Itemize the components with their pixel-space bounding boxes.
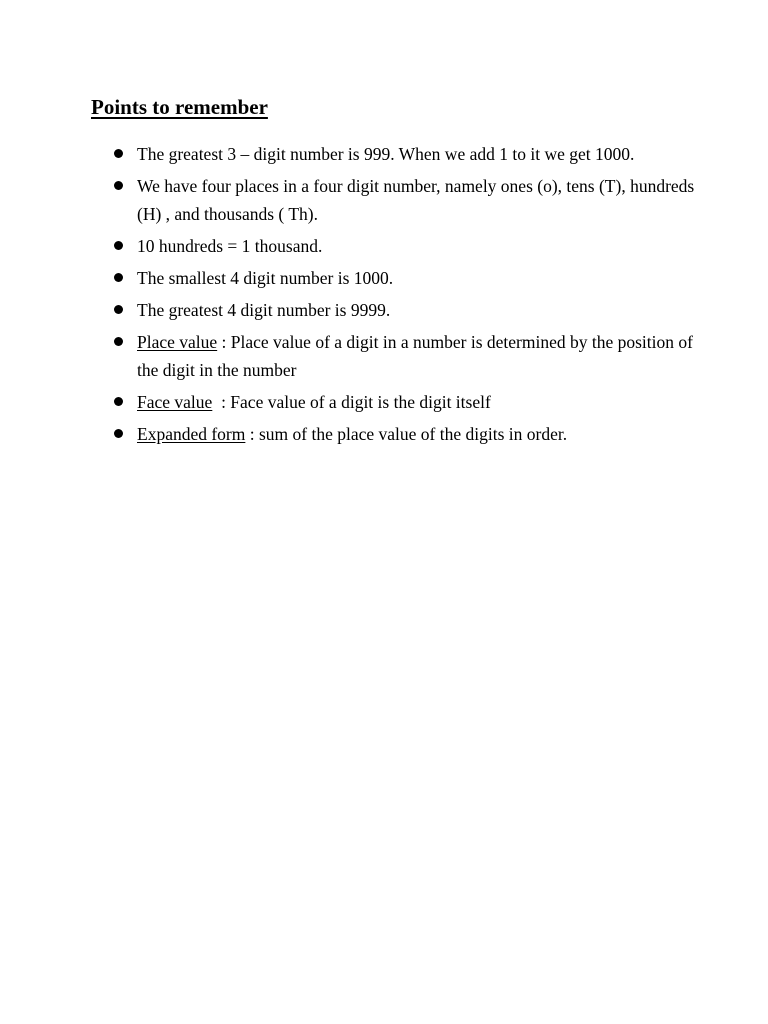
bullet-icon bbox=[114, 337, 123, 346]
point-item bbox=[108, 264, 718, 292]
point-item bbox=[108, 296, 718, 324]
point-text: 10 hundreds = 1 thousand. bbox=[137, 236, 323, 256]
bullet-icon bbox=[114, 149, 123, 158]
point-text: The smallest 4 digit number is 1000. bbox=[137, 268, 394, 288]
bullet-icon bbox=[114, 397, 123, 406]
term-face-value: Face value bbox=[137, 392, 213, 412]
page-heading: Points to remember bbox=[91, 95, 268, 119]
point-text: : Place value of a digit in a number is determined by the position of the digit in the number bbox=[137, 332, 693, 380]
bullet-icon bbox=[114, 273, 123, 282]
bullet-icon bbox=[114, 429, 123, 438]
point-item bbox=[108, 232, 718, 260]
bullet-icon bbox=[114, 181, 123, 190]
point-text: The greatest 4 digit number is 9999. bbox=[137, 300, 391, 320]
point-text: : sum of the place value of the digits in order. bbox=[245, 424, 568, 444]
point-text: The greatest 3 – digit number is 999. When we add 1 to it we get 1000. bbox=[137, 144, 635, 164]
points-list bbox=[108, 140, 718, 452]
point-item-face-value bbox=[108, 388, 718, 416]
point-item bbox=[108, 140, 718, 168]
point-item-expanded-form bbox=[108, 420, 718, 448]
point-text: : Face value of a digit is the digit itself bbox=[212, 392, 491, 412]
term-place-value: Place value bbox=[137, 332, 218, 352]
bullet-icon bbox=[114, 241, 123, 250]
point-text: We have four places in a four digit number, namely ones (o), tens (T), hundreds (H) , and thousands ( Th). bbox=[137, 176, 695, 224]
point-item bbox=[108, 172, 718, 228]
point-item-place-value bbox=[108, 328, 718, 384]
bullet-icon bbox=[114, 305, 123, 314]
term-expanded-form: Expanded form bbox=[137, 424, 246, 444]
